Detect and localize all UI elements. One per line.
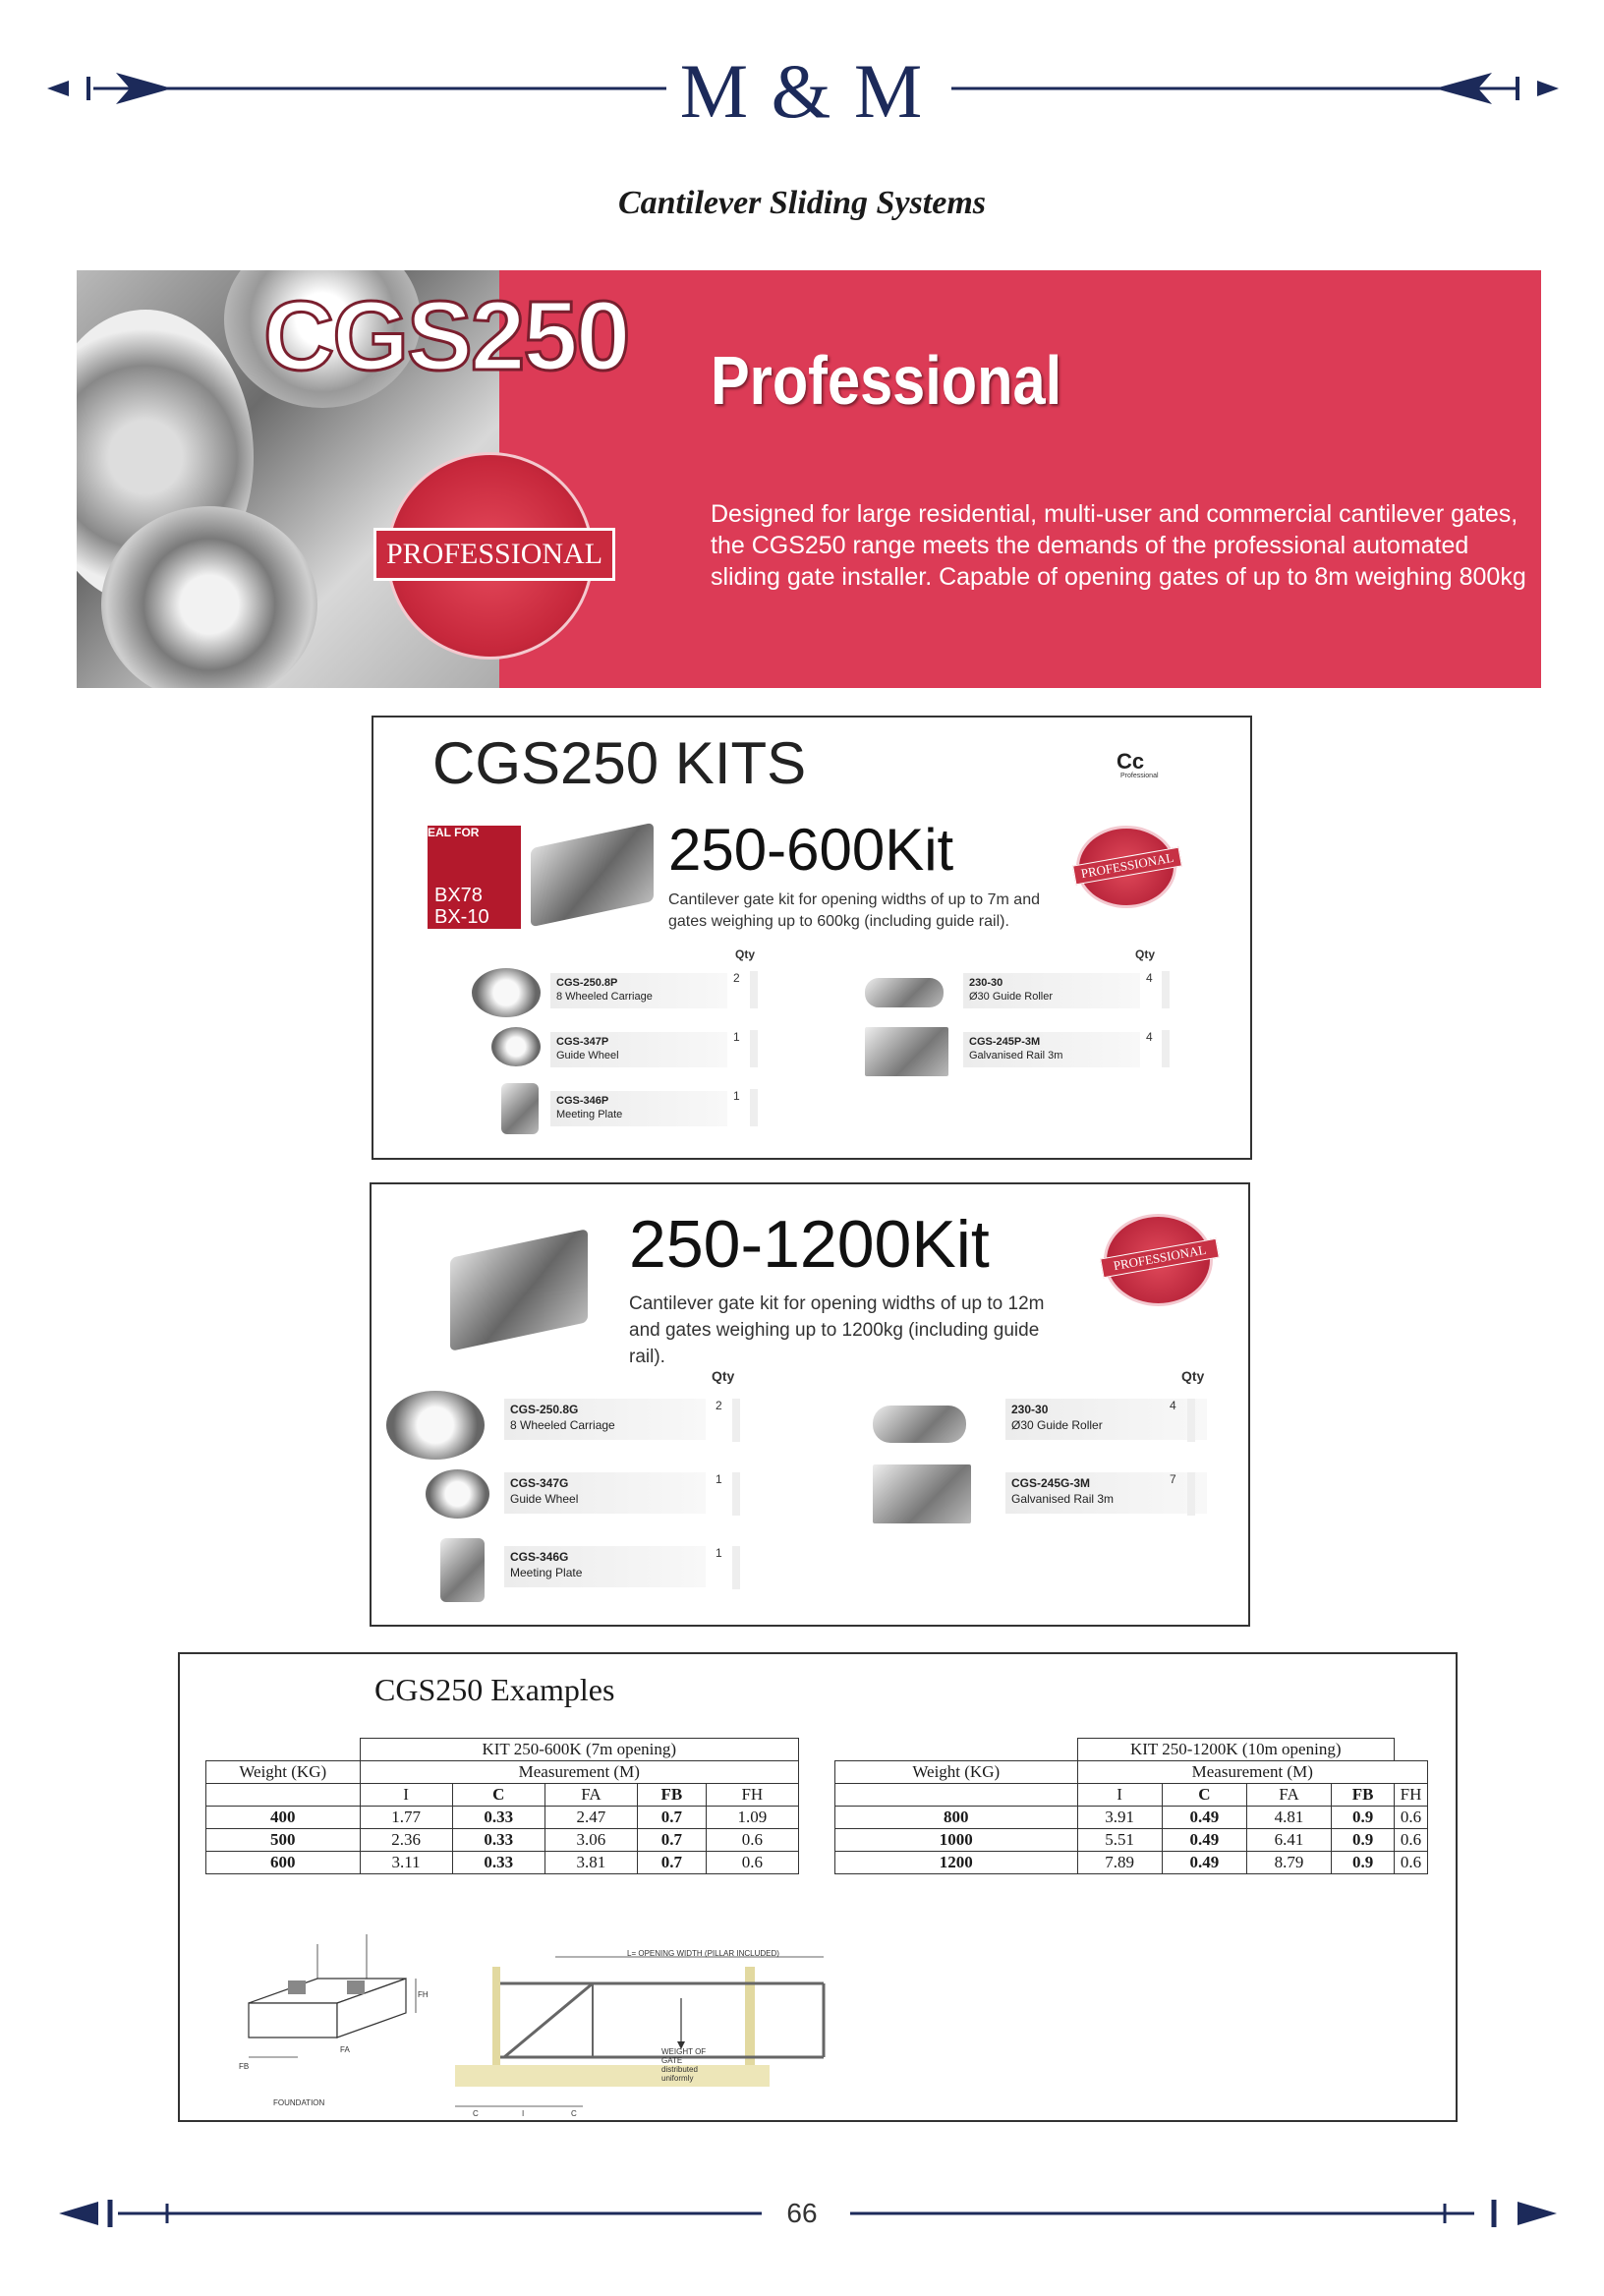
kit-box-image <box>450 1229 588 1351</box>
item-desc: Galvanised Rail 3m <box>1011 1492 1115 1506</box>
opening-width-label: L= OPENING WIDTH (PILLAR INCLUDED) <box>627 1949 779 1958</box>
ideal-for-label: EAL FOR <box>428 826 480 839</box>
section-subtitle: Cantilever Sliding Systems <box>617 185 987 221</box>
product-logo: CGS250 <box>263 281 629 391</box>
table-cell: 3.81 <box>544 1852 637 1874</box>
guide-roller-image <box>865 978 944 1007</box>
table-cell: 3.91 <box>1077 1807 1162 1829</box>
item-desc: 8 Wheeled Carriage <box>510 1418 615 1432</box>
table-cell: 0.7 <box>638 1807 707 1829</box>
professional-badge <box>1104 1214 1213 1306</box>
col-header: I <box>1077 1784 1162 1807</box>
item-desc: Guide Wheel <box>510 1492 579 1506</box>
table-row <box>206 1829 799 1852</box>
col-header: C <box>1162 1784 1246 1807</box>
item-code: 230-30 <box>1011 1403 1049 1416</box>
table-cell: 0.6 <box>1394 1807 1427 1829</box>
kit-250-600-panel <box>372 716 1252 1160</box>
table-row <box>835 1829 1428 1852</box>
table-cell: 0.9 <box>1332 1829 1395 1852</box>
hero-red-panel <box>499 270 1541 688</box>
kit-name: 250-1200Kit <box>629 1207 990 1282</box>
item-desc: 8 Wheeled Carriage <box>556 991 653 1003</box>
table-cell: 0.9 <box>1332 1852 1395 1874</box>
item-code: CGS-245P-3M <box>969 1036 1041 1048</box>
table-kit-header: KIT 250-600K (7m opening) <box>360 1739 799 1761</box>
item-desc: Meeting Plate <box>510 1566 583 1579</box>
hero-banner <box>77 270 1541 688</box>
table-cell: 4.81 <box>1246 1807 1331 1829</box>
kit-item <box>865 1022 1189 1081</box>
gate-weight-label: WEIGHT OF GATE distributed uniformly <box>661 2047 707 2083</box>
table-kit-250-1200 <box>834 1738 1428 1874</box>
c-label: C <box>473 2109 479 2118</box>
item-qty: 4 <box>1170 1399 1176 1412</box>
item-code: CGS-347G <box>510 1476 569 1490</box>
kit-250-1200-panel <box>370 1182 1250 1627</box>
table-cell: 8.79 <box>1246 1852 1331 1874</box>
examples-title: CGS250 Examples <box>374 1672 615 1707</box>
col-header: FB <box>1332 1784 1395 1807</box>
item-desc: Guide Wheel <box>556 1050 619 1062</box>
table-cell: 0.7 <box>638 1829 707 1852</box>
table-cell: 0.6 <box>706 1852 798 1874</box>
hero-description: Designed for large residential, multi-user and commercial cantilever gates, the CGS250 range meets the demands of the professional automated sliding gate installer. Capable of opening gates of up to 8m weighing 800kg <box>711 500 1526 591</box>
table-cell: 0.49 <box>1162 1829 1246 1852</box>
seal-banner: PROFESSIONAL <box>373 528 615 581</box>
col-header: FH <box>1394 1784 1427 1807</box>
badge-label: PROFESSIONAL <box>1100 1238 1220 1279</box>
table-cell: 3.11 <box>360 1852 452 1874</box>
ideal-for-models <box>434 885 489 928</box>
measurement-header: Measurement (M) <box>1077 1761 1428 1784</box>
item-code: CGS-347P <box>556 1036 609 1048</box>
item-qty: 1 <box>716 1546 722 1560</box>
weight-header: Weight (KG) <box>206 1761 361 1784</box>
item-qty: 2 <box>716 1399 722 1412</box>
brand-mark: Cc <box>1117 749 1145 774</box>
item-qty: 4 <box>1146 1030 1153 1044</box>
kit-name: 250-600Kit <box>668 817 954 883</box>
rail-image <box>873 1464 971 1523</box>
item-code: CGS-346G <box>510 1550 569 1564</box>
table-row <box>835 1807 1428 1829</box>
carriage-image <box>386 1391 485 1460</box>
table-row <box>206 1852 799 1874</box>
guide-wheel-image <box>491 1027 541 1066</box>
item-desc: Ø30 Guide Roller <box>969 991 1053 1003</box>
table-cell: 3.06 <box>544 1829 637 1852</box>
qty-header: Qty <box>1135 947 1156 961</box>
fa-label: FA <box>340 2045 350 2054</box>
table-cell: 1.09 <box>706 1807 798 1829</box>
hero-title: Professional <box>711 342 1062 419</box>
table-row <box>206 1807 799 1829</box>
measurement-header: Measurement (M) <box>360 1761 799 1784</box>
guide-wheel-image <box>426 1469 489 1519</box>
item-code: 230-30 <box>969 977 1003 989</box>
guide-roller-image <box>873 1406 966 1443</box>
ideal-model: BX-10 <box>434 906 489 928</box>
kit-item <box>853 1391 1227 1460</box>
table-cell: 600 <box>206 1852 361 1874</box>
ideal-model: BX78 <box>434 885 483 906</box>
table-cell: 400 <box>206 1807 361 1829</box>
table-cell: 5.51 <box>1077 1829 1162 1852</box>
item-qty: 2 <box>733 971 740 985</box>
table-cell: 0.33 <box>452 1829 544 1852</box>
c-label: C <box>571 2109 577 2118</box>
table-cell: 1000 <box>835 1829 1078 1852</box>
diagram-drawing <box>209 1920 1025 2116</box>
table-cell: 1200 <box>835 1852 1078 1874</box>
kit-item <box>472 963 767 1022</box>
page-number: 66 <box>786 2198 818 2228</box>
item-code: CGS-346P <box>556 1095 609 1107</box>
table-cell: 0.9 <box>1332 1807 1395 1829</box>
carriage-image <box>472 968 541 1017</box>
examples-panel <box>178 1652 1458 2122</box>
item-desc: Meeting Plate <box>556 1109 623 1120</box>
kit-item <box>853 1464 1227 1533</box>
table-cell: 0.49 <box>1162 1852 1246 1874</box>
item-qty: 1 <box>733 1030 740 1044</box>
table-cell: 0.33 <box>452 1807 544 1829</box>
kit-box-image <box>531 823 654 928</box>
roller-wheel-image <box>101 506 317 688</box>
table-cell: 1.77 <box>360 1807 452 1829</box>
meeting-plate-image <box>501 1083 539 1134</box>
qty-header: Qty <box>712 1368 735 1384</box>
item-code: CGS-250.8G <box>510 1403 579 1416</box>
kit-item <box>386 1464 740 1533</box>
item-qty: 1 <box>716 1472 722 1486</box>
brand-title: M & M <box>679 48 925 134</box>
table-cell: 7.89 <box>1077 1852 1162 1874</box>
table-cell: 0.33 <box>452 1852 544 1874</box>
kit-description: Cantilever gate kit for opening widths of up to 12m and gates weighing up to 1200kg (including guide rail). <box>629 1293 1045 1367</box>
item-qty: 4 <box>1146 971 1153 985</box>
kit-item <box>865 963 1189 1022</box>
kit-item <box>472 1022 767 1081</box>
kit-description: Cantilever gate kit for opening widths of up to 7m and gates weighing up to 600kg (including guide rail). <box>668 891 1040 930</box>
fb-label: FB <box>239 2062 250 2071</box>
col-header: FA <box>544 1784 637 1807</box>
item-code: CGS-245G-3M <box>1011 1476 1091 1490</box>
meeting-plate-image <box>440 1538 485 1602</box>
item-qty: 7 <box>1170 1472 1176 1486</box>
fh-label: FH <box>418 1990 429 1999</box>
table-cell: 0.7 <box>638 1852 707 1874</box>
table-cell: 0.6 <box>706 1829 798 1852</box>
qty-header: Qty <box>1181 1368 1205 1384</box>
table-cell: 6.41 <box>1246 1829 1331 1852</box>
brand-mark-sub: Professional <box>1120 773 1159 779</box>
col-header: FA <box>1246 1784 1331 1807</box>
item-qty: 1 <box>733 1089 740 1103</box>
table-kit-250-600 <box>205 1738 799 1874</box>
weight-header: Weight (KG) <box>835 1761 1078 1784</box>
table-row <box>835 1852 1428 1874</box>
col-header: FB <box>638 1784 707 1807</box>
table-cell: 0.6 <box>1394 1852 1427 1874</box>
kit-item <box>472 1081 767 1140</box>
kit-item <box>386 1538 740 1612</box>
kit-item <box>386 1391 740 1460</box>
badge-label: PROFESSIONAL <box>1072 847 1182 886</box>
foundation-label: FOUNDATION <box>273 2098 325 2107</box>
i-label: I <box>522 2109 525 2118</box>
qty-header: Qty <box>735 947 756 961</box>
item-code: CGS-250.8P <box>556 977 618 989</box>
table-cell: 500 <box>206 1829 361 1852</box>
item-desc: Galvanised Rail 3m <box>969 1050 1063 1062</box>
col-header: C <box>452 1784 544 1807</box>
table-cell: 0.49 <box>1162 1807 1246 1829</box>
item-desc: Ø30 Guide Roller <box>1011 1418 1103 1432</box>
table-kit-header: KIT 250-1200K (10m opening) <box>1077 1739 1394 1761</box>
table-cell: 2.36 <box>360 1829 452 1852</box>
installation-diagram <box>209 1920 1025 2116</box>
col-header: I <box>360 1784 452 1807</box>
table-cell: 2.47 <box>544 1807 637 1829</box>
kits-title: CGS250 KITS <box>432 730 807 796</box>
professional-badge <box>1076 826 1176 908</box>
col-header: FH <box>706 1784 798 1807</box>
table-cell: 800 <box>835 1807 1078 1829</box>
table-cell: 0.6 <box>1394 1829 1427 1852</box>
rail-image <box>865 1027 948 1076</box>
